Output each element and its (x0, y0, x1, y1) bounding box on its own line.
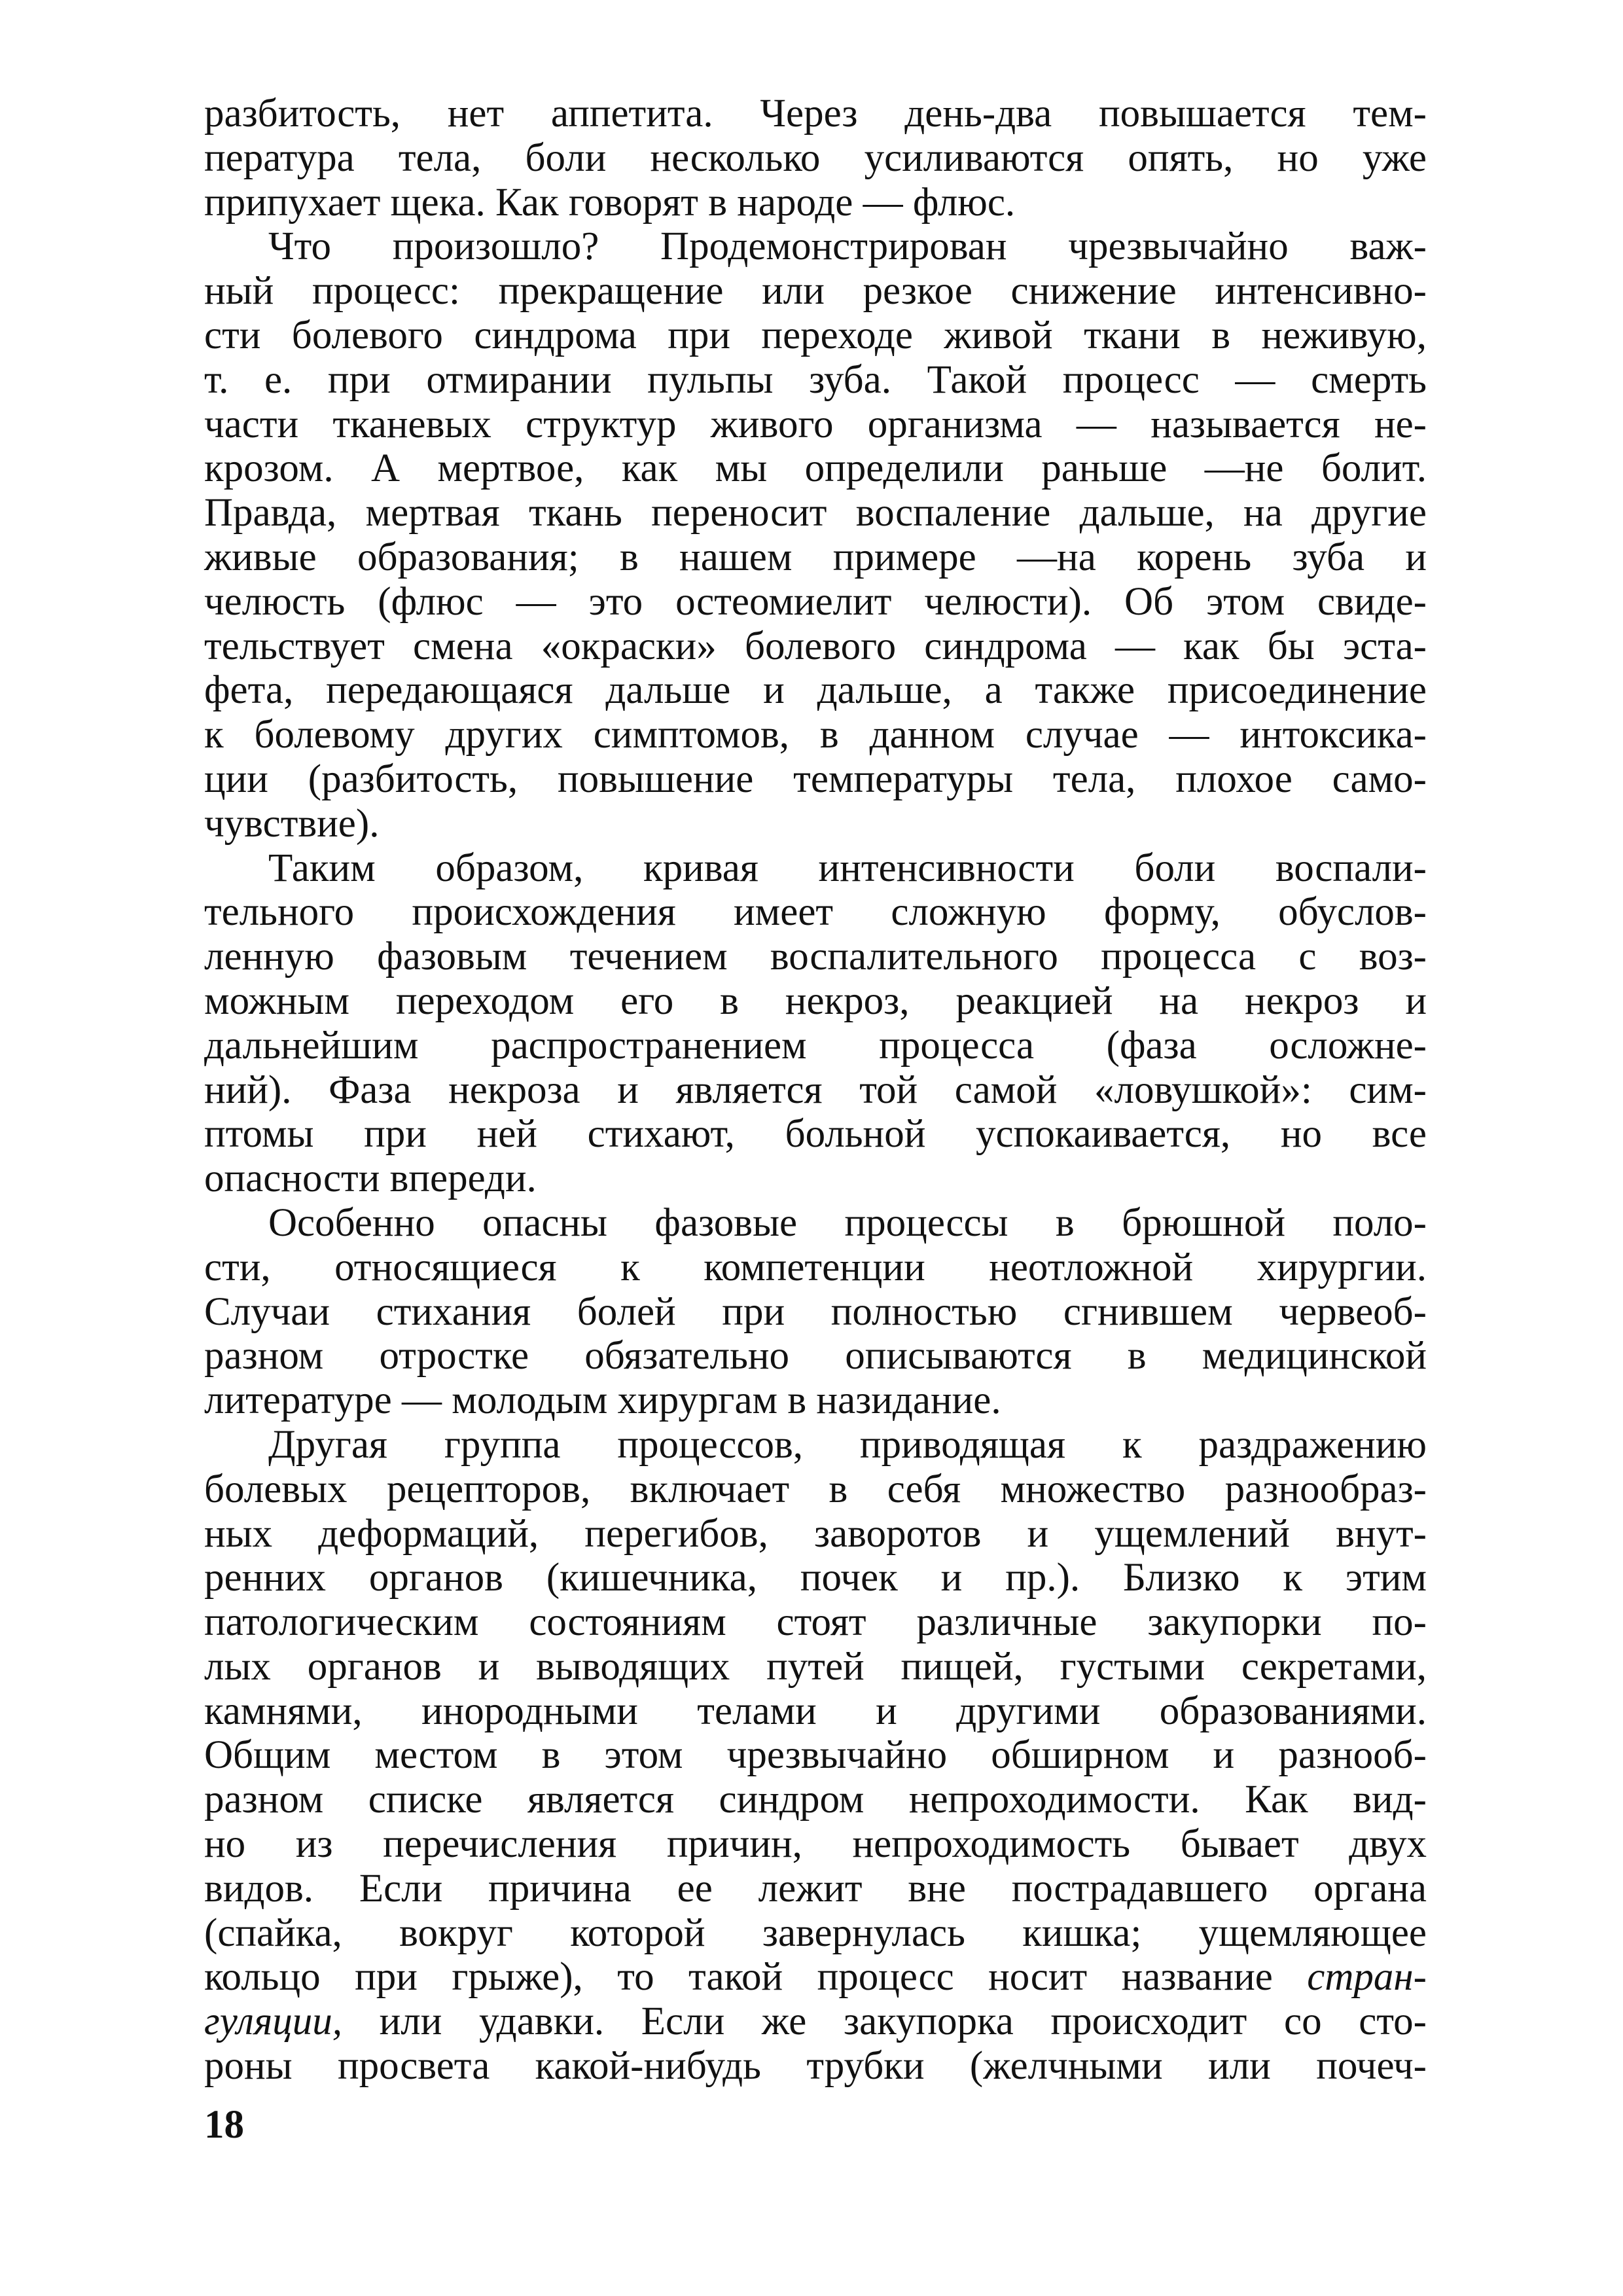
line-text: кольцо при грыже), то такой процесс носит название (204, 1955, 1308, 2000)
text-line: тельствует смена «окраски» болевого синдрома — как бы эста- (204, 624, 1427, 668)
text-line: пература тела, боли несколько усиливаются опять, но уже (204, 135, 1427, 180)
text-line: ный процесс: прекращение или резкое снижение интенсивно- (204, 269, 1427, 314)
text-line: живые образования; в нашем примере —на корень зуба и (204, 535, 1427, 579)
text-line: (спайка, вокруг которой завернулась кишка; ущемляющее (204, 1910, 1427, 1955)
text-line: Случаи стихания болей при полностью сгнившем червеоб- (204, 1289, 1427, 1334)
text-line: крозом. А мертвое, как мы определили раньше —не болит. (204, 446, 1427, 491)
text-line: тельного происхождения имеет сложную форму, обуслов- (204, 890, 1427, 935)
text-line: сти болевого синдрома при переходе живой ткани в неживую, (204, 313, 1427, 357)
text-line-final: роны просвета какой-нибудь трубки (желчными или почеч- (204, 2044, 1427, 2089)
text-line: можным переходом его в некроз, реакцией на некроз и (204, 978, 1427, 1023)
text-line: болевых рецепторов, включает в себя множество разнообраз- (204, 1467, 1427, 1511)
text-line: Правда, мертвая ткань переносит воспаление дальше, на другие (204, 491, 1427, 535)
text-line: Таким образом, кривая интенсивности боли воспали- (268, 846, 1427, 890)
text-line: Особенно опасны фазовые процессы в брюшной поло- (268, 1200, 1427, 1245)
text-line: разном списке является синдром непроходимости. Как вид- (204, 1778, 1427, 1822)
text-line: видов. Если причина ее лежит вне пострадавшего органа (204, 1866, 1427, 1910)
text-line: разбитость, нет аппетита. Через день-два повышается тем- (204, 92, 1427, 135)
page-number: 18 (204, 2103, 244, 2147)
text-line: припухает щека. Как говорят в народе — флюс. (204, 180, 1016, 224)
text-line: т. е. при отмирании пульпы зуба. Такой процесс — смерть (204, 357, 1427, 402)
text-line: к болевому других симптомов, в данном случае — интоксика- (204, 713, 1427, 757)
line-text: или удавки. Если же закупорка происходит со сто- (342, 2000, 1427, 2044)
body-text (204, 92, 1427, 2089)
text-line: Общим местом в этом чрезвычайно обширном и разнооб- (204, 1733, 1427, 1778)
text-line: челюсть (флюс — это остеомиелит челюсти). Об этом свиде- (204, 579, 1427, 624)
text-line: патологическим состояниям стоят различные закупорки по- (204, 1600, 1427, 1645)
text-line: ренних органов (кишечника, почек и пр.). Близко к этим (204, 1556, 1427, 1600)
text-line: части тканевых структур живого организма — называется не- (204, 402, 1427, 446)
text-line: ных деформаций, перегибов, заворотов и ущемлений внут- (204, 1511, 1427, 1556)
text-line: но из перечисления причин, непроходимость бывает двух (204, 1822, 1427, 1867)
text-line: птомы при ней стихают, больной успокаивается, но все (204, 1112, 1427, 1157)
italic-term: стран- (1307, 1955, 1427, 2000)
text-line: Что произошло? Продемонстрирован чрезвычайно важ- (268, 224, 1427, 269)
text-line: дальнейшим распространением процесса (фаза осложне- (204, 1023, 1427, 1067)
text-line: камнями, инородными телами и другими образованиями. (204, 1689, 1427, 1733)
text-line: опасности впереди. (204, 1157, 537, 1201)
text-line: фета, передающаяся дальше и дальше, а также присоединение (204, 668, 1427, 713)
text-line: разном отростке обязательно описываются в медицинской (204, 1334, 1427, 1378)
text-line: ции (разбитость, повышение температуры тела, плохое само- (204, 757, 1427, 801)
text-line-italic-a (204, 1955, 1427, 2000)
text-line: Другая группа процессов, приводящая к раздражению (268, 1422, 1427, 1467)
text-line-italic-b (204, 2000, 1427, 2044)
text-line: чувствие). (204, 801, 380, 846)
text-line: сти, относящиеся к компетенции неотложной хирургии. (204, 1245, 1427, 1289)
italic-term: гуляции, (204, 2000, 342, 2044)
text-line: литературе — молодым хирургам в назидание. (204, 1378, 1001, 1423)
text-line: ленную фазовым течением воспалительного процесса с воз- (204, 935, 1427, 979)
text-line: лых органов и выводящих путей пищей, густыми секретами, (204, 1644, 1427, 1689)
text-line: ний). Фаза некроза и является той самой «ловушкой»: сим- (204, 1067, 1427, 1112)
